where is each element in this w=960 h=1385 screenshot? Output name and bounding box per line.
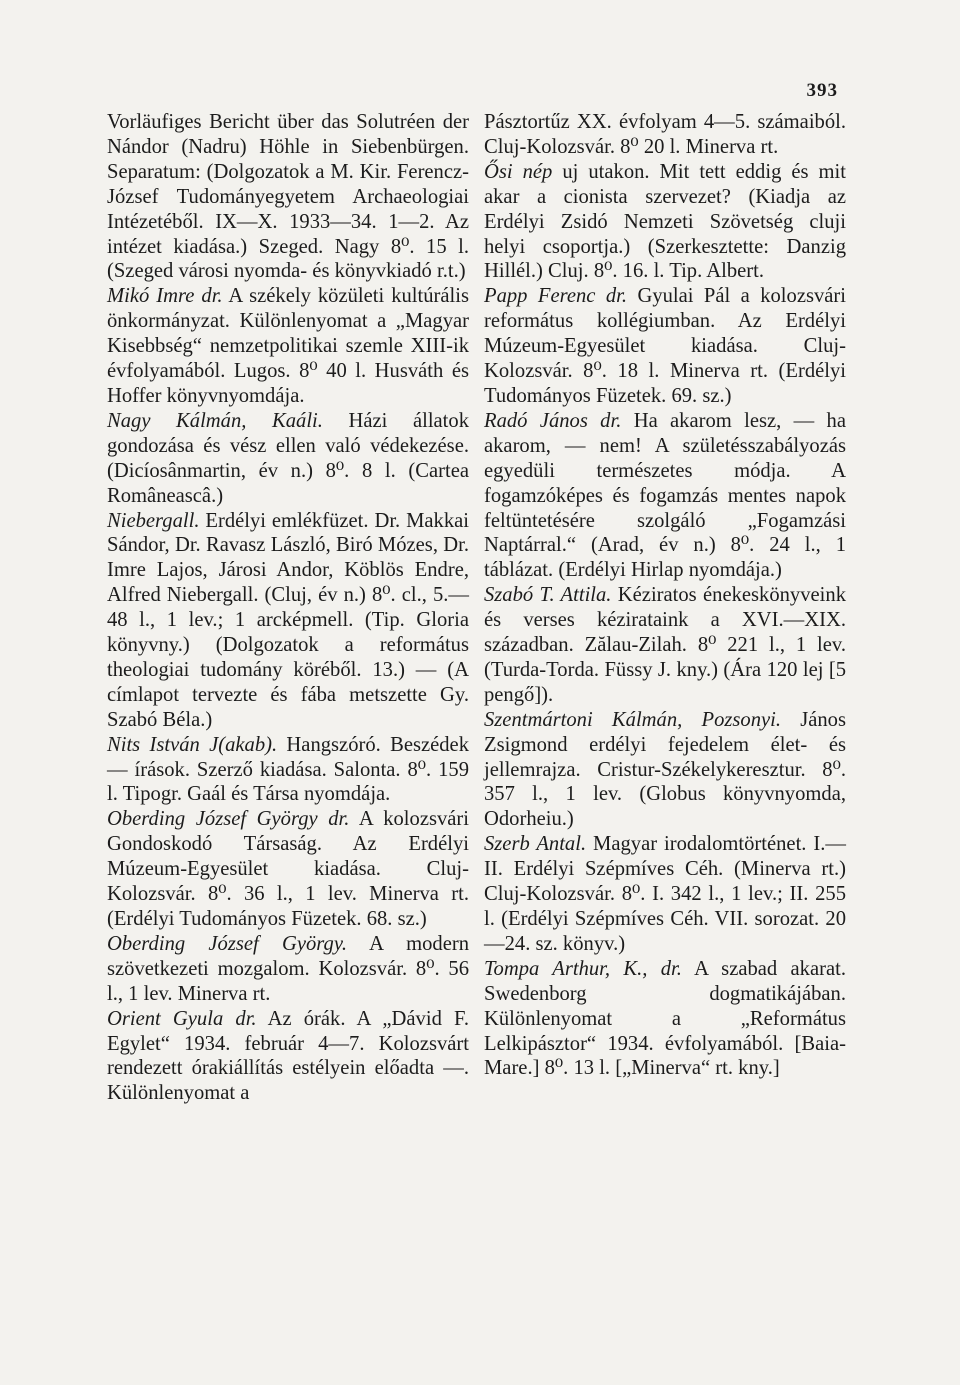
entry-text: Kéziratos énekeskönyveink és verses kézirataink a XVI.—XIX. században. Zălau-Zilah. 8⁰ 221 l., 1 lev. (Turda-Torda. Füssy J. kny.) (Ára 120 lej [5 pengő]). — [484, 584, 846, 706]
entry-author: Ősi nép — [484, 160, 553, 183]
entry-author: Niebergall. — [107, 509, 200, 532]
entry-text: János Zsigmond erdélyi fejedelem élet- és jellemrajza. Cristur-Székelykeresztur. 8⁰. 357 l., 1 lev. (Globus könyvnyomda, Odorheiu.) — [484, 708, 846, 831]
entry-author: Mikó Imre dr. — [107, 285, 223, 308]
entry-author: Nits István J(akab). — [107, 733, 278, 756]
entry-author: Szerb Antal. — [484, 833, 587, 856]
bibliography-entry — [107, 733, 469, 808]
entry-author: Papp Ferenc dr. — [484, 285, 628, 308]
bibliography-entry — [107, 509, 469, 733]
entry-text: A kolozsvári Gondoskodó Társaság. Az Erdélyi Múzeum-Egyesület kiadása. Cluj-Kolozsvár. 8⁰. 36 l., 1 lev. Minerva rt. (Erdélyi Tudományos Füzetek. 68. sz.) — [107, 808, 469, 930]
bibliography-entry — [107, 409, 469, 509]
bibliography-entry — [484, 957, 846, 1082]
entry-text: Az órák. A „Dávid F. Egylet“ 1934. február 4—7. Kolozsvárt rendezett órakiállítás estélyein előadta —. Különlenyomat a — [107, 1007, 469, 1105]
bibliography-entry — [107, 807, 469, 932]
entry-text: Házi állatok gondozása és vész ellen való védekezése. (Dicíosânmartin, év n.) 8⁰. 8 l. (Cartea Româneascâ.) — [107, 409, 469, 507]
bibliography-entry — [484, 583, 846, 708]
entry-text: Magyar irodalomtörténet. I.—II. Erdélyi Szépmíves Céh. (Minerva rt.) Cluj-Kolozsvár. 8⁰. I. 342 l., 1 lev.; II. 255 l. (Erdélyi Szépmíves Céh. VII. sorozat. 20—24. sz. könyv.) — [484, 833, 846, 955]
entry-author: Radó János dr. — [484, 409, 622, 432]
entry-text: Ha akarom lesz, — ha akarom, — nem! A születésszabályozás egyedüli természetes módja. A fogamzóképes és fogamzás mentes napok feltüntetésére szolgáló „Fogamzási Naptárral.“ (Arad, év n.) 8⁰. 24 l., 1 táblázat. (Erdélyi Hirlap nyomdája.) — [484, 409, 846, 582]
right-column — [484, 110, 846, 1081]
entry-author: Tompa Arthur, K., dr. — [484, 957, 682, 980]
entry-author: Oberding József György. — [107, 932, 347, 955]
left-column — [107, 110, 469, 1106]
bibliography-entry — [484, 708, 846, 833]
entry-author: Orient Gyula dr. — [107, 1007, 257, 1030]
entry-author: Oberding József György dr. — [107, 808, 350, 831]
entry-text: Hangszóró. Beszédek — írások. Szerző kiadása. Salonta. 8⁰. 159 l. Tipogr. Gaál és Társa nyomdája. — [107, 733, 469, 806]
entry-text: A szabad akarat. Swedenborg dogmatikájában. Különlenyomat a „Református Lelkipásztor“ 1934. évfolyamából. [Baia-Mare.] 8⁰. 13 l. [„Minerva“ rt. kny.] — [484, 957, 846, 1080]
entry-text: Pásztortűz XX. évfolyam 4—5. számaiból. Cluj-Kolozsvár. 8⁰ 20 l. Minerva rt. — [484, 111, 846, 158]
bibliography-entry — [484, 110, 846, 160]
page-number: 393 — [806, 80, 838, 101]
entry-text: Erdélyi emlékfüzet. Dr. Makkai Sándor, Dr. Ravasz László, Biró Mózes, Dr. Imre Lajos, Járosi Andor, Köblös Endre, Alfred Niebergall. (Cluj, év n.) 8⁰. cl., 5.—48 l., 1 lev.; 1 arcképmell. (Tip. Gloria könyvny.) (Dolgozatok a református theologiai tudomány köréből. 13.) — (A címlapot tervezte és fába metszette Gy. Szabó Béla.) — [107, 509, 469, 731]
entry-text: Gyulai Pál a kolozsvári református kollégiumban. Az Erdélyi Múzeum-Egyesület kiadása. Cluj-Kolozsvár. 8⁰. 18 l. Minerva rt. (Erdélyi Tudományos Füzetek. 69. sz.) — [484, 285, 846, 407]
bibliography-entry — [107, 284, 469, 409]
entry-author: Szabó T. Attila. — [484, 584, 612, 607]
bibliography-entry — [107, 932, 469, 1007]
bibliography-entry — [484, 160, 846, 285]
entry-text: A modern szövetkezeti mozgalom. Kolozsvár. 8⁰. 56 l., 1 lev. Minerva rt. — [107, 932, 469, 1005]
entry-text: A székely közületi kultúrális önkormányzat. Különlenyomat a „Magyar Kisebbség“ nemzetpolitikai szemle XIII-ik évfolyamából. Lugos. 8⁰ 40 l. Husváth és Hoffer könyvnyomdája. — [107, 285, 469, 407]
entry-author: Nagy Kálmán, Kaáli. — [107, 409, 323, 432]
bibliography-entry — [484, 409, 846, 583]
bibliography-entry — [484, 832, 846, 957]
bibliography-entry — [484, 284, 846, 409]
bibliography-entry — [107, 110, 469, 284]
entry-text: uj utakon. Mit tett eddig és mit akar a cionista szervezet? (Kiadja az Erdélyi Zsidó Nemzeti Szövetség cluji helyi csoportja.) (Szerkesztette: Danzig Hillél.) Cluj. 8⁰. 16. l. Tip. Albert. — [484, 160, 846, 283]
bibliography-entry — [107, 1007, 469, 1107]
entry-author: Szentmártoni Kálmán, Pozsonyi. — [484, 708, 782, 731]
entry-text: Vorläufiges Bericht über das Solutréen der Nándor (Nadru) Höhle in Siebenbürgen. Separatum: (Dolgozatok a M. Kir. Ferencz-József Tudományegyetem Archaeologiai Intézetéből. IX—X. 1933—34. 1—2. Az intézet kiadása.) Szeged. Nagy 8⁰. 15 l. (Szeged városi nyomda- és könyvkiadó r.t.) — [107, 111, 469, 283]
